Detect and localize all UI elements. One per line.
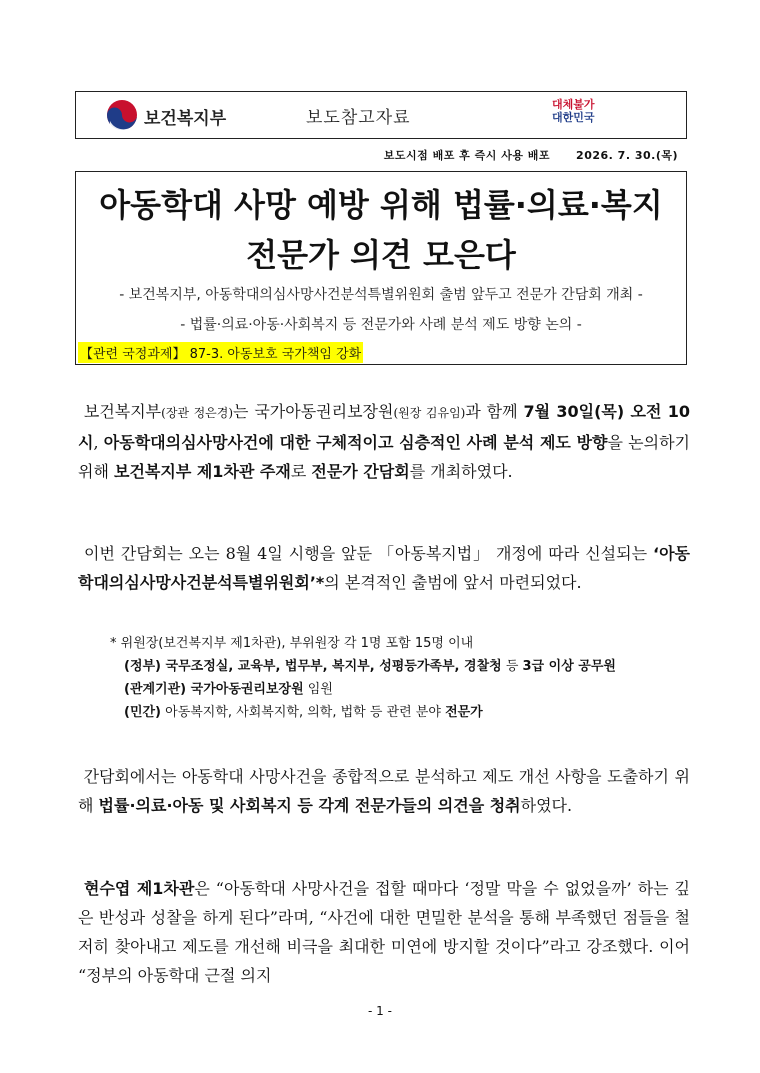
title-box [75, 171, 687, 365]
release-date: 2026. 7. 30.(목) [576, 149, 678, 162]
p1-text-b: (장관 정은경) [161, 406, 234, 420]
slogan-logo [552, 98, 612, 134]
national-task-label: 【관련 국정과제】 87-3. 아동보호 국가책임 강화 [78, 342, 363, 363]
header-box [75, 91, 687, 139]
p1-topic: 아동학대의심사망사건에 대한 구체적이고 심층적인 사례 분석 제도 방향 [103, 433, 608, 452]
footnote-chair: * 위원장(보건복지부 제1차관), 부위원장 각 1명 포함 15명 이내 [110, 636, 474, 651]
note-gov-rank: 3급 이상 공무원 [522, 659, 616, 674]
p4-quote: 은 “아동학대 사망사건을 접할 때마다 ‘정말 막을 수 없었을까’ 하는 깊은 반성과 성찰을 하게 된다”라며, “사건에 대한 면밀한 분석을 통해 부족했던 점들을 철저히 찾아내고 제도를 개선해 비극을 최대한 미연에 방지할 것이다”라고 강조했다. 이어 “정부의 아동학대 근절 의지 [78, 879, 690, 985]
release-info [384, 147, 678, 163]
p1-text-i: 을 논의하기 위해 [78, 433, 690, 481]
p2-committee: ‘아동학대의심사망사건분석특별위원회’* [78, 544, 690, 592]
paragraph-1 [78, 397, 690, 486]
document-type: 보도참고자료 [306, 108, 411, 128]
p1-text-m: 를 개최하였다. [409, 462, 513, 481]
slogan-line-1: 대체불가 [552, 98, 595, 111]
paragraph-2 [78, 539, 690, 597]
slogan-line-2: 대한민국 [552, 111, 595, 124]
note-agency-mid: 임원 [303, 682, 333, 697]
p4-speaker: 현수엽 제1차관 [84, 879, 195, 898]
paragraph-3 [78, 762, 690, 820]
subtitle-2: - 법률·의료·아동·사회복지 등 전문가와 사례 분석 제도 방향 논의 - [180, 317, 582, 333]
p1-host: 보건복지부 제1차관 주재 [114, 462, 291, 481]
release-note: 보도시점 배포 후 즉시 사용 배포 [383, 149, 551, 162]
p3-text-c: 하였다. [520, 796, 573, 815]
government-emblem-icon [106, 99, 138, 131]
footnote-government [124, 655, 714, 678]
main-title-line-1: 아동학대 사망 예방 위해 법률·의료·복지 [99, 186, 663, 224]
p1-text-e: 과 함께 [465, 402, 524, 421]
p1-text-k: 로 [290, 462, 312, 481]
p1-date: 7월 30일(목) 오전 10시 [78, 402, 691, 452]
p1-text-c: 는 국가아동권리보장원 [233, 402, 394, 421]
p2-text-c: 의 본격적인 출범에 앞서 마련되었다. [324, 573, 582, 592]
p1-text-g: , [93, 433, 104, 452]
page-number: - 1 - [368, 1004, 392, 1018]
footnote-private [124, 701, 714, 724]
p3-text-a: 간담회에서는 아동학대 사망사건을 종합적으로 분석하고 제도 개선 사항을 도출하기 위해 [78, 767, 690, 815]
note-private-experts: 전문가 [445, 705, 483, 720]
p1-text-d: (원장 김유임) [393, 406, 466, 420]
p1-event: 전문가 간담회 [311, 462, 410, 481]
note-gov-bold: (정부) 국무조정실, 교육부, 법무부, 복지부, 성평등가족부, 경찰청 [124, 659, 502, 674]
ministry-name: 보건복지부 [144, 109, 227, 129]
footnote-agency [124, 678, 714, 701]
p3-highlight: 법률·의료·아동 및 사회복지 등 각계 전문가들의 의견을 청취 [98, 796, 521, 815]
note-private-bold: (민간) [124, 705, 161, 720]
paragraph-4 [78, 874, 690, 990]
p2-text-a: 이번 간담회는 오는 8월 4일 시행을 앞둔 「아동복지법」 개정에 따라 신설되는 [83, 544, 653, 563]
subtitle-1: - 보건복지부, 아동학대의심사망사건분석특별위원회 출범 앞두고 전문가 간담회 개최 - [119, 287, 643, 303]
note-gov-mid: 등 [501, 659, 523, 674]
note-agency-bold: (관계기관) 국가아동권리보장원 [124, 682, 304, 697]
p1-text-a: 보건복지부 [83, 402, 162, 421]
note-private-mid: 아동복지학, 사회복지학, 의학, 법학 등 관련 분야 [161, 705, 446, 720]
main-title-line-2: 전문가 의견 모은다 [246, 236, 516, 274]
